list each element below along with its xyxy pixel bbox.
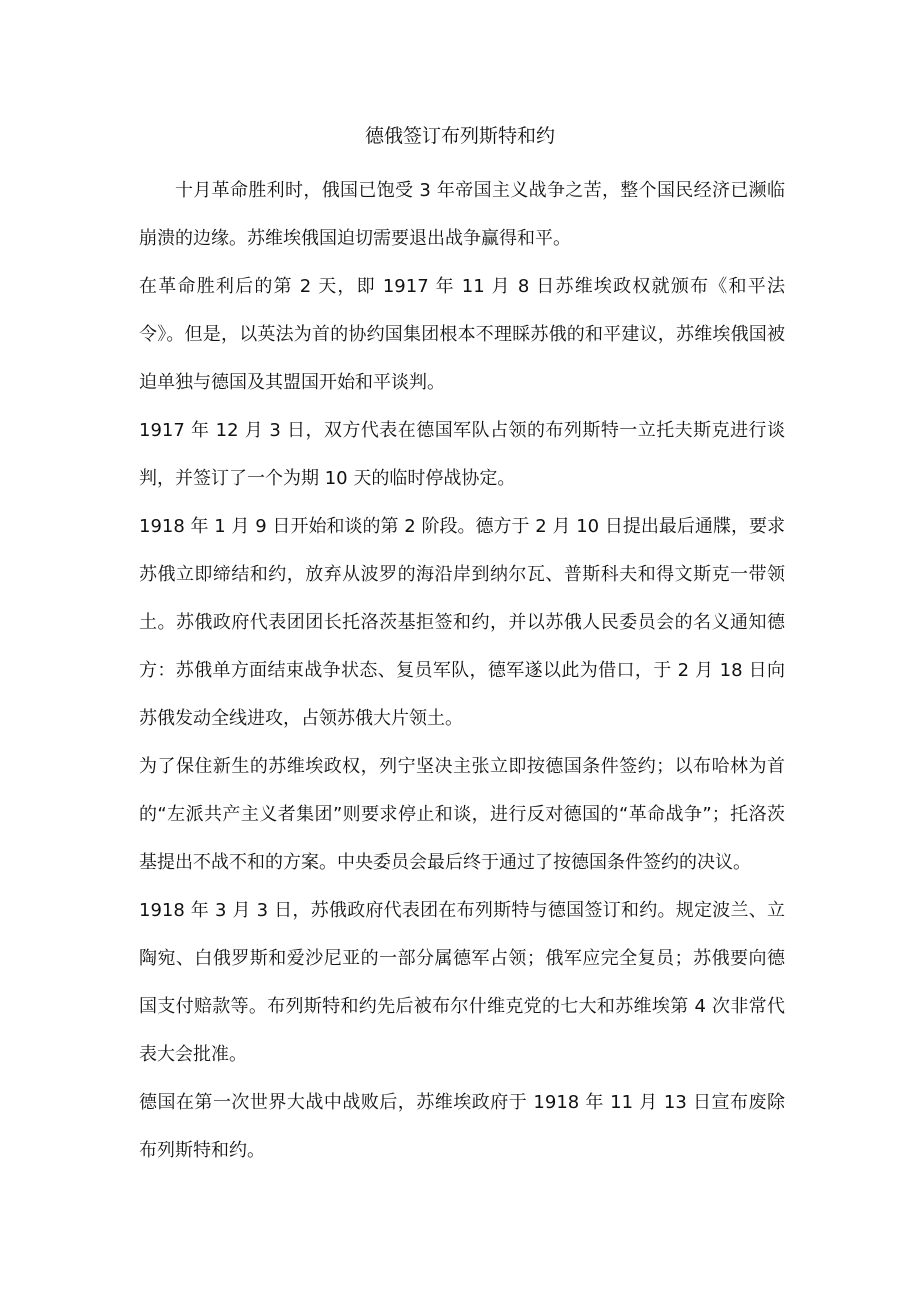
paragraph-peace-decree: 在革命胜利后的第 2 天，即 1917 年 11 月 8 日苏维埃政权就颁布《和平法令》。但是，以英法为首的协约国集团根本不理睬苏俄的和平建议，苏维埃俄国被迫单独与德国及其盟国开始和平谈判。 — [139, 276, 785, 393]
paragraph-armistice: 1917 年 12 月 3 日，双方代表在德国军队占领的布列斯特一立托夫斯克进行谈判，并签订了一个为期 10 天的临时停战协定。 — [139, 420, 785, 489]
paragraph-treaty-annulled: 德国在第一次世界大战中战败后，苏维埃政府于 1918 年 11 月 13 日宣布废除布列斯特和约。 — [139, 1092, 785, 1161]
document-title: 德俄签订布列斯特和约 — [364, 125, 555, 147]
document-body — [139, 167, 785, 1175]
paragraph-party-debate: 为了保住新生的苏维埃政权，列宁坚决主张立即按德国条件签约；以布哈林为首的“左派共产主义者集团”则要求停止和谈，进行反对德国的“革命战争”；托洛茨基提出不战不和的方案。中央委员会最后终于通过了按德国条件签约的决议。 — [139, 756, 785, 873]
paragraph-second-stage: 1918 年 1 月 9 日开始和谈的第 2 阶段。德方于 2 月 10 日提出最后通牒，要求苏俄立即缔结和约，放弃从波罗的海沿岸到纳尔瓦、普斯科夫和得文斯克一带领土。苏俄政府代表团团长托洛茨基拒签和约，并以苏俄人民委员会的名义通知德方：苏俄单方面结束战争状态、复员军队，德军遂以此为借口，于 2 月 18 日向苏俄发动全线进攻，占领苏俄大片领土。 — [139, 516, 785, 729]
paragraph-intro: 十月革命胜利时，俄国已饱受 3 年帝国主义战争之苦，整个国民经济已濒临崩溃的边缘。苏维埃俄国迫切需要退出战争赢得和平。 — [139, 180, 785, 249]
paragraph-treaty-signed: 1918 年 3 月 3 日，苏俄政府代表团在布列斯特与德国签订和约。规定波兰、立陶宛、白俄罗斯和爱沙尼亚的一部分属德军占领；俄军应完全复员；苏俄要向德国支付赔款等。布列斯特和约先后被布尔什维克党的七大和苏维埃第 4 次非常代表大会批准。 — [139, 900, 785, 1065]
